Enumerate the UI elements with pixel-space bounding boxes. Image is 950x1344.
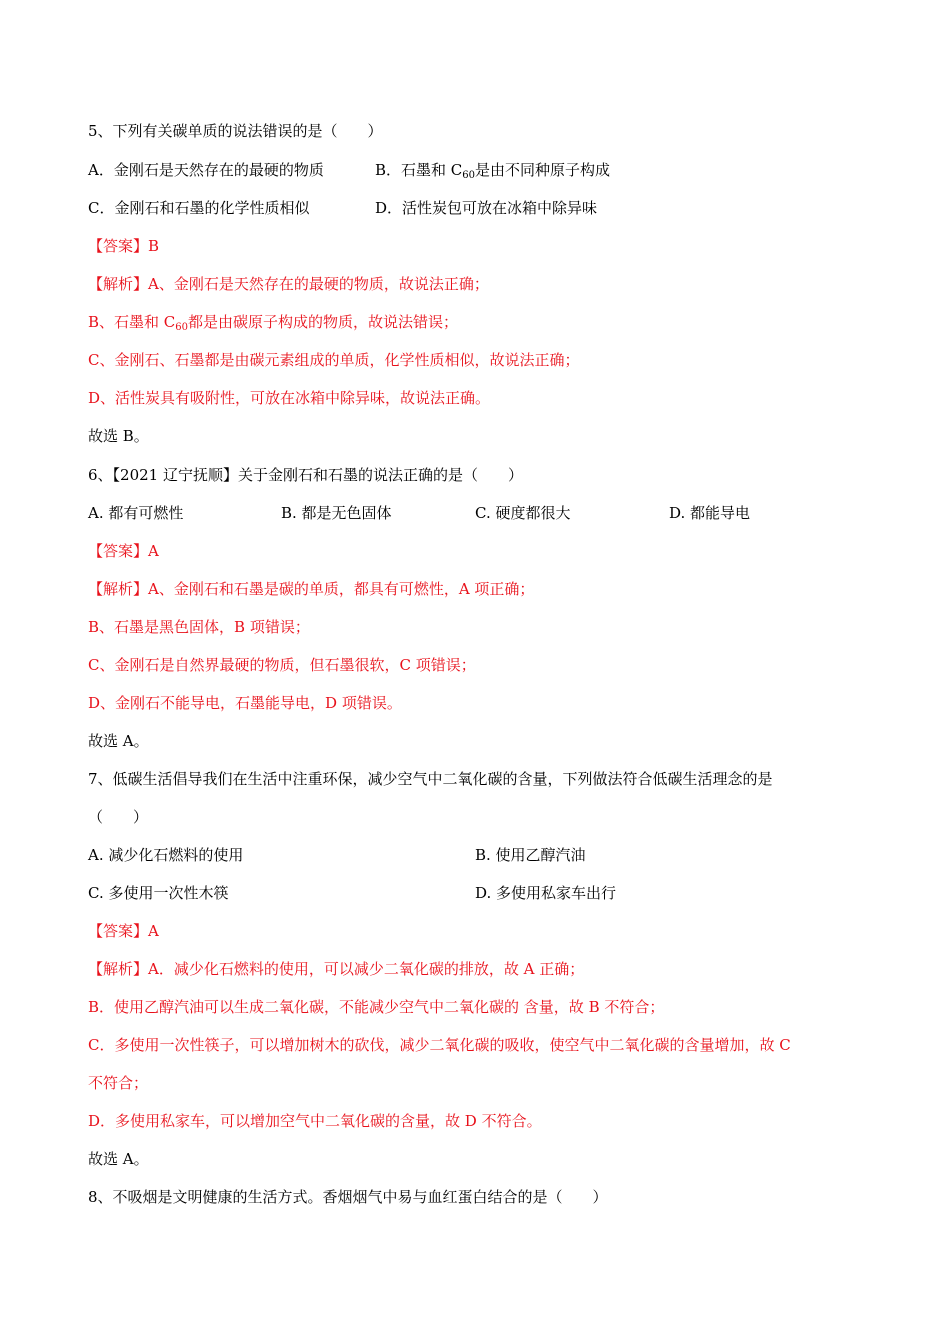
q7-option-d: D. 多使用私家车出行	[475, 884, 617, 902]
q7-stem: 7、低碳生活倡导我们在生活中注重环保，减少空气中二氧化碳的含量，下列做法符合低碳生活理念的是	[88, 770, 773, 788]
q5-option-b	[375, 160, 610, 180]
q5-analysis-4: D、活性炭具有吸附性，可放在冰箱中除异味，故说法正确。	[88, 389, 491, 407]
q6-analysis-3: C、金刚石是自然界最硬的物质，但石墨很软，C 项错误；	[88, 656, 476, 674]
q7-conclusion: 故选 A。	[88, 1150, 149, 1168]
q7-answer: 【答案】A	[88, 922, 159, 940]
q6-option-c: C. 硬度都很大	[475, 504, 571, 522]
q5-analysis-3: C、金刚石、石墨都是由碳元素组成的单质，化学性质相似，故说法正确；	[88, 351, 580, 369]
q5-option-b-subscript: 60	[462, 170, 476, 181]
q5-stem: 5、下列有关碳单质的说法错误的是（ ）	[88, 122, 383, 140]
q7-analysis-3-cont: 不符合；	[88, 1074, 149, 1092]
q6-option-a: A. 都有可燃性	[88, 504, 184, 522]
q7-analysis-1: 【解析】A．减少化石燃料的使用，可以减少二氧化碳的排放，故 A 正确；	[88, 960, 585, 978]
q5-option-d: D．活性炭包可放在冰箱中除异味	[375, 199, 598, 217]
q5-analysis-2-subscript: 60	[175, 322, 189, 333]
q7-option-a: A. 减少化石燃料的使用	[88, 846, 244, 864]
q5-option-b-text: B．石墨和 C	[375, 161, 463, 179]
q7-analysis-2: B．使用乙醇汽油可以生成二氧化碳，不能减少空气中二氧化碳的 含量，故 B 不符合；	[88, 998, 665, 1016]
q5-option-b-text-rest: 是由不同种原子构成	[475, 161, 611, 179]
q5-analysis-2-text-rest: 都是由碳原子构成的物质，故说法错误；	[188, 313, 459, 331]
q6-conclusion: 故选 A。	[88, 732, 149, 750]
q6-option-b: B. 都是无色固体	[281, 504, 392, 522]
q7-stem-paren: （ ）	[88, 808, 149, 826]
q6-analysis-1: 【解析】A、金刚石和石墨是碳的单质，都具有可燃性，A 项正确；	[88, 580, 535, 598]
q6-option-d: D. 都能导电	[669, 504, 751, 522]
q5-analysis-2	[88, 312, 458, 332]
q7-analysis-4: D．多使用私家车，可以增加空气中二氧化碳的含量，故 D 不符合。	[88, 1112, 542, 1130]
q5-answer: 【答案】B	[88, 237, 160, 255]
q8-stem: 8、不吸烟是文明健康的生活方式。香烟烟气中易与血红蛋白结合的是（ ）	[88, 1188, 608, 1206]
q7-option-b: B. 使用乙醇汽油	[475, 846, 586, 864]
q5-analysis-2-text: B、石墨和 C	[88, 313, 176, 331]
q6-stem: 6、【2021 辽宁抚顺】关于金刚石和石墨的说法正确的是（ ）	[88, 466, 523, 484]
q6-analysis-4: D、金刚石不能导电，石墨能导电，D 项错误。	[88, 694, 402, 712]
q6-analysis-2: B、石墨是黑色固体，B 项错误；	[88, 618, 310, 636]
q5-option-a: A．金刚石是天然存在的最硬的物质	[88, 161, 324, 179]
q5-analysis-1: 【解析】A、金刚石是天然存在的最硬的物质，故说法正确；	[88, 275, 489, 293]
q5-conclusion: 故选 B。	[88, 427, 149, 445]
q5-option-c: C．金刚石和石墨的化学性质相似	[88, 199, 310, 217]
q6-answer: 【答案】A	[88, 542, 159, 560]
q7-analysis-3: C．多使用一次性筷子，可以增加树木的砍伐，减少二氧化碳的吸收，使空气中二氧化碳的含量增加，故 C	[88, 1036, 791, 1054]
q7-option-c: C. 多使用一次性木筷	[88, 884, 229, 902]
